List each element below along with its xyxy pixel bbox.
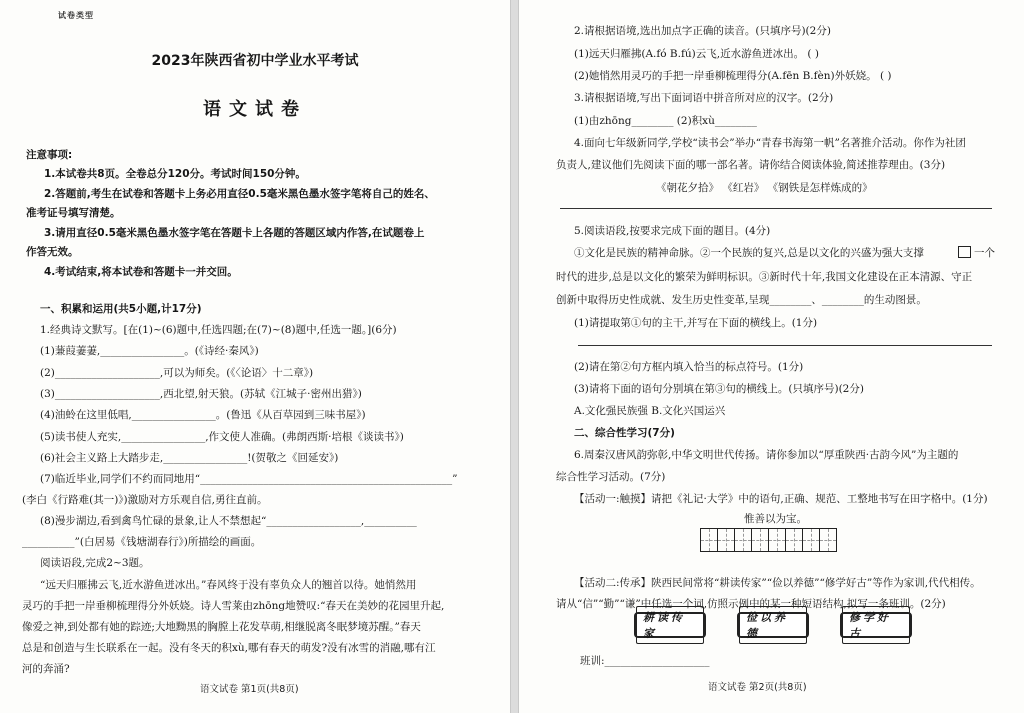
page-1-text-line: 3.请用直径0.5毫米黑色墨水签字笔在答题卡上各题的答题区域内作答,在试题卷上: [44, 227, 425, 239]
page-1-text-line: (2)____________________,可以为师矣。(《〈论语〉十二章》): [40, 367, 314, 379]
page-2-text-line: 5.阅读语段,按要求完成下面的题目。(4分): [574, 225, 771, 237]
page-2-text-line: 6.周秦汉唐风韵弥彰,中华文明世代传扬。请你参加以“厚重陕西·古韵今风”为主题的: [574, 449, 959, 461]
page-2-text-line: 班训:____________________: [580, 655, 710, 667]
subject-title: 语文试卷: [203, 99, 307, 120]
seal-gengdu: 耕读传家: [634, 612, 706, 638]
page-2-footer: 语文试卷 第2页(共8页): [708, 682, 807, 693]
box-tail-text: 一个: [974, 247, 995, 259]
page-2-text-line: 综合性学习活动。(7分): [556, 471, 666, 483]
page-1-text-line: (5)读书使人充实,________________,作文使人准确。(弗朗西斯·培根《谈读书》): [40, 431, 404, 443]
page-1-text-line: (1)蒹葭萋萋,________________。(《诗经·秦风》): [40, 345, 259, 357]
page-2-text-line: 【活动二:传承】陕西民间常将“耕读传家”“俭以养德”“修学好古”等作为家训,代代相传。: [574, 577, 981, 589]
page-2-text-line: 4.面向七年级新同学,学校“读书会”举办“青春书海第一帆”名著推介活动。你作为社团: [574, 137, 966, 149]
page-gutter: [510, 0, 519, 713]
page-1-text-line: 灵巧的手把一岸垂柳梳理得分外妖娆。诗人雪莱由zhōng地赞叹:“春天在美妙的花园里升起,: [22, 600, 445, 612]
page-1-text-line: 4.考试结束,将本试卷和答题卡一并交回。: [44, 266, 238, 278]
page-1-text-line: “远天归雁拂云飞,近水游鱼迸冰出。”春风终于没有辜负众人的翘首以待。她悄然用: [40, 579, 417, 591]
page-1-text-line: 作答无效。: [26, 246, 79, 258]
seal-jianyi: 俭以养德: [737, 612, 809, 638]
page-1-text-line: __________”(白居易《钱塘湖春行》)所描绘的画面。: [22, 536, 262, 548]
page-1-text-line: (3)____________________,西北望,射天狼。(苏轼《江城子·密州出猎》): [40, 388, 362, 400]
exam-title: 2023年陕西省初中学业水平考试: [151, 53, 359, 69]
page-1-text-line: 注意事项:: [26, 149, 73, 161]
paper-type-mark: 试卷类型: [58, 11, 94, 20]
answer-line-q5-1: [578, 345, 992, 346]
page-2-text-line: (2)请在第②句方框内填入恰当的标点符号。(1分): [574, 361, 804, 373]
page-1-text-line: 1.经典诗文默写。[在(1)~(6)题中,任选四题;在(7)~(8)题中,任选一题。](6分): [40, 324, 397, 336]
page-2-text-line: 二、综合性学习(7分): [574, 427, 675, 439]
page-1-text-line: 一、积累和运用(共5小题,计17分): [40, 303, 202, 315]
page-2-text-line: (1)远天归雁拂(A.fó B.fú)云飞,近水游鱼迸冰出。 ( ): [574, 48, 819, 60]
page-2-text-line: (1)请提取第①句的主干,并写在下面的横线上。(1分): [574, 317, 818, 329]
page-1-text-line: 河的奔涌?: [22, 663, 70, 675]
writing-grid: [700, 528, 836, 552]
page-1-text-line: 2.答题前,考生在试卷和答题卡上务必用直径0.5毫米黑色墨水签字笔将自己的姓名、: [44, 188, 435, 200]
page-2-text-line: 惟善以为宝。: [744, 513, 807, 525]
page-2-text-line: A.文化强民族强 B.文化兴国运兴: [574, 405, 726, 417]
page-2-text-line: (2)她悄然用灵巧的手把一岸垂柳梳理得分(A.fēn B.fèn)外妖娆。 ( ): [574, 70, 892, 82]
page-2-text-line: (1)由zhōng________ (2)积xù________: [574, 115, 757, 127]
page-2-text-line: 请从“信”“勤”“谦”中任选一个词,仿照示例中的某一种短语结构,拟写一条班训。(2分): [556, 598, 946, 610]
page-1-text-line: (6)社会主义路上大踏步走,________________!(贺敬之《回延安》): [40, 452, 339, 464]
page-1-text-line: 1.本试卷共8页。全卷总分120分。考试时间150分钟。: [44, 168, 306, 180]
page-1-text-line: 像爱之神,到处都有她的踪迹;大地黝黑的胸膛上花发草萌,相继脱离冬眠梦境苏醒。”春天: [22, 621, 421, 633]
page-1-footer: 语文试卷 第1页(共8页): [200, 684, 299, 695]
page-2-text-line: 2.请根据语境,选出加点字正确的读音。(只填序号)(2分): [574, 25, 831, 37]
punctuation-box: [958, 246, 971, 258]
page-1-text-line: 总是和创造与生长联系在一起。没有冬天的积xù,哪有春天的萌发?没有冰雪的消融,哪有江: [22, 642, 436, 654]
page-2-text-line: 时代的进步,总是以文化的繁荣为鲜明标识。③新时代十年,我国文化建设在正本清源、守正: [556, 271, 973, 283]
page-2-text-line: ①文化是民族的精神命脉。②一个民族的复兴,总是以文化的兴盛为强大支撑: [574, 247, 924, 259]
page-1-text-line: (7)临近毕业,同学们不约而同地用“________________________________________________”: [40, 473, 458, 485]
page-1-text-line: (李白《行路难(其一)》)激励对方乐观自信,勇往直前。: [22, 494, 268, 506]
page-2-text-line: 【活动一:触摸】请把《礼记·大学》中的语句,正确、规范、工整地书写在田字格中。(1分): [574, 493, 988, 505]
page-1-text-line: 准考证号填写清楚。: [26, 207, 121, 219]
seal-xiuxue: 修学好古: [840, 612, 912, 638]
page-1-text-line: (8)漫步湖边,看到禽鸟忙碌的景象,让人不禁想起“__________________,__________: [40, 515, 417, 527]
page-2-text-line: (3)请将下面的语句分别填在第③句的横线上。(只填序号)(2分): [574, 383, 864, 395]
page-1-text-line: 阅读语段,完成2~3题。: [40, 557, 150, 569]
page-2-text-line: 《朝花夕拾》 《红岩》 《钢铁是怎样炼成的》: [656, 182, 873, 194]
answer-line-q4: [560, 208, 992, 209]
page-1-text-line: (4)油蛉在这里低唱,________________。(鲁迅《从百草园到三味书屋》): [40, 409, 366, 421]
page-2-text-line: 3.请根据语境,写出下面词语中拼音所对应的汉字。(2分): [574, 92, 834, 104]
page-2-text-line: 创新中取得历史性成就、发生历史性变革,呈现________、________的生动图景。: [556, 294, 927, 306]
page-2-text-line: 负责人,建议他们先阅读下面的哪一部名著。请你结合阅读体验,简述推荐理由。(3分): [556, 159, 946, 171]
